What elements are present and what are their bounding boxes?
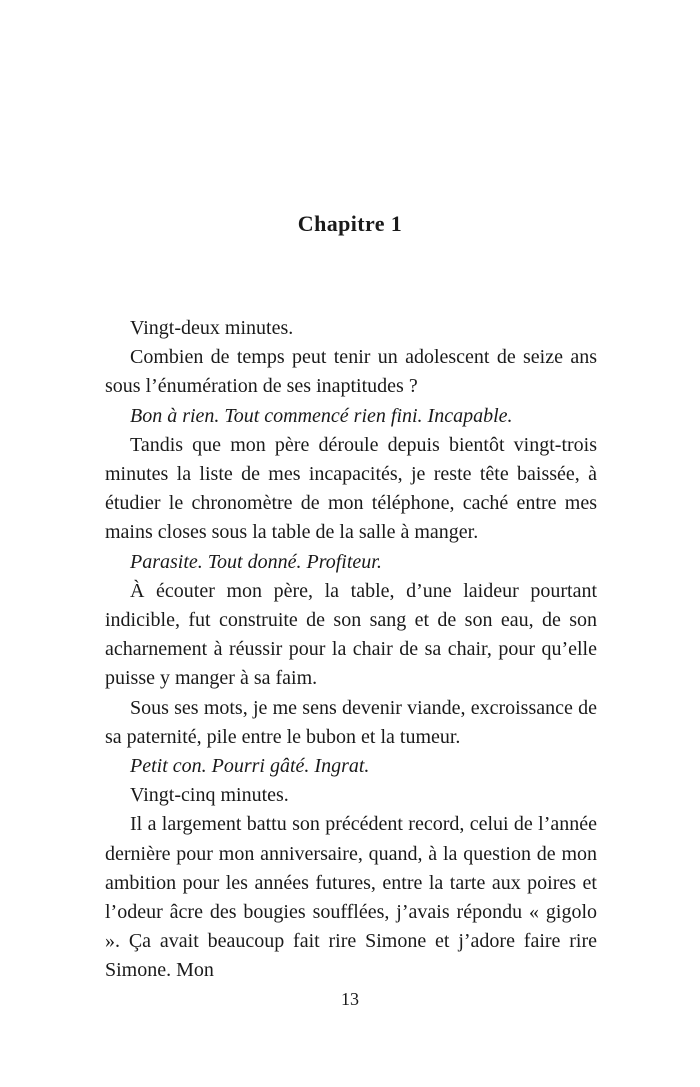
paragraph-2: Combien de temps peut tenir un adolescent de seize ans sous l’énumération de ses inaptitudes ? bbox=[105, 346, 597, 398]
paragraph-7: Sous ses mots, je me sens devenir viande, excroissance de sa paternité, pile entre le bubon et la tumeur. bbox=[105, 696, 597, 748]
paragraph-3-italic: Bon à rien. Tout commencé rien fini. Incapable. bbox=[130, 404, 513, 427]
paragraph-4: Tandis que mon père déroule depuis bientôt vingt-trois minutes la liste de mes incapacités, je reste tête baissée, à étudier le chronomètre de mon téléphone, caché entre mes mains closes sous la table de la salle à manger. bbox=[105, 433, 597, 544]
paragraph-5-italic: Parasite. Tout donné. Profiteur. bbox=[130, 550, 382, 573]
page-number: 13 bbox=[341, 989, 359, 1009]
chapter-title: Chapitre 1 bbox=[297, 211, 403, 236]
paragraph-6: À écouter mon père, la table, d’une laideur pourtant indicible, fut construite de son sang et de son eau, de son acharnement à réussir pour la chair de sa chair, pour qu’elle puisse y manger à sa faim. bbox=[105, 579, 597, 690]
paragraph-9: Vingt-cinq minutes. bbox=[130, 784, 289, 807]
paragraph-1: Vingt-deux minutes. bbox=[130, 317, 294, 339]
paragraph-10: Il a largement battu son précédent record, celui de l’année dernière pour mon anniversaire, quand, à la question de mon ambition pour les années futures, entre la tarte aux poires et l’odeur âcre des bougies soufflées, j’avais répondu « gigolo ». Ça avait beaucoup fait rire Simone et j’adore faire rire Simone. Mon bbox=[105, 813, 597, 982]
paragraph-8-italic: Petit con. Pourri gâté. Ingrat. bbox=[130, 755, 370, 778]
body-text bbox=[105, 314, 597, 986]
